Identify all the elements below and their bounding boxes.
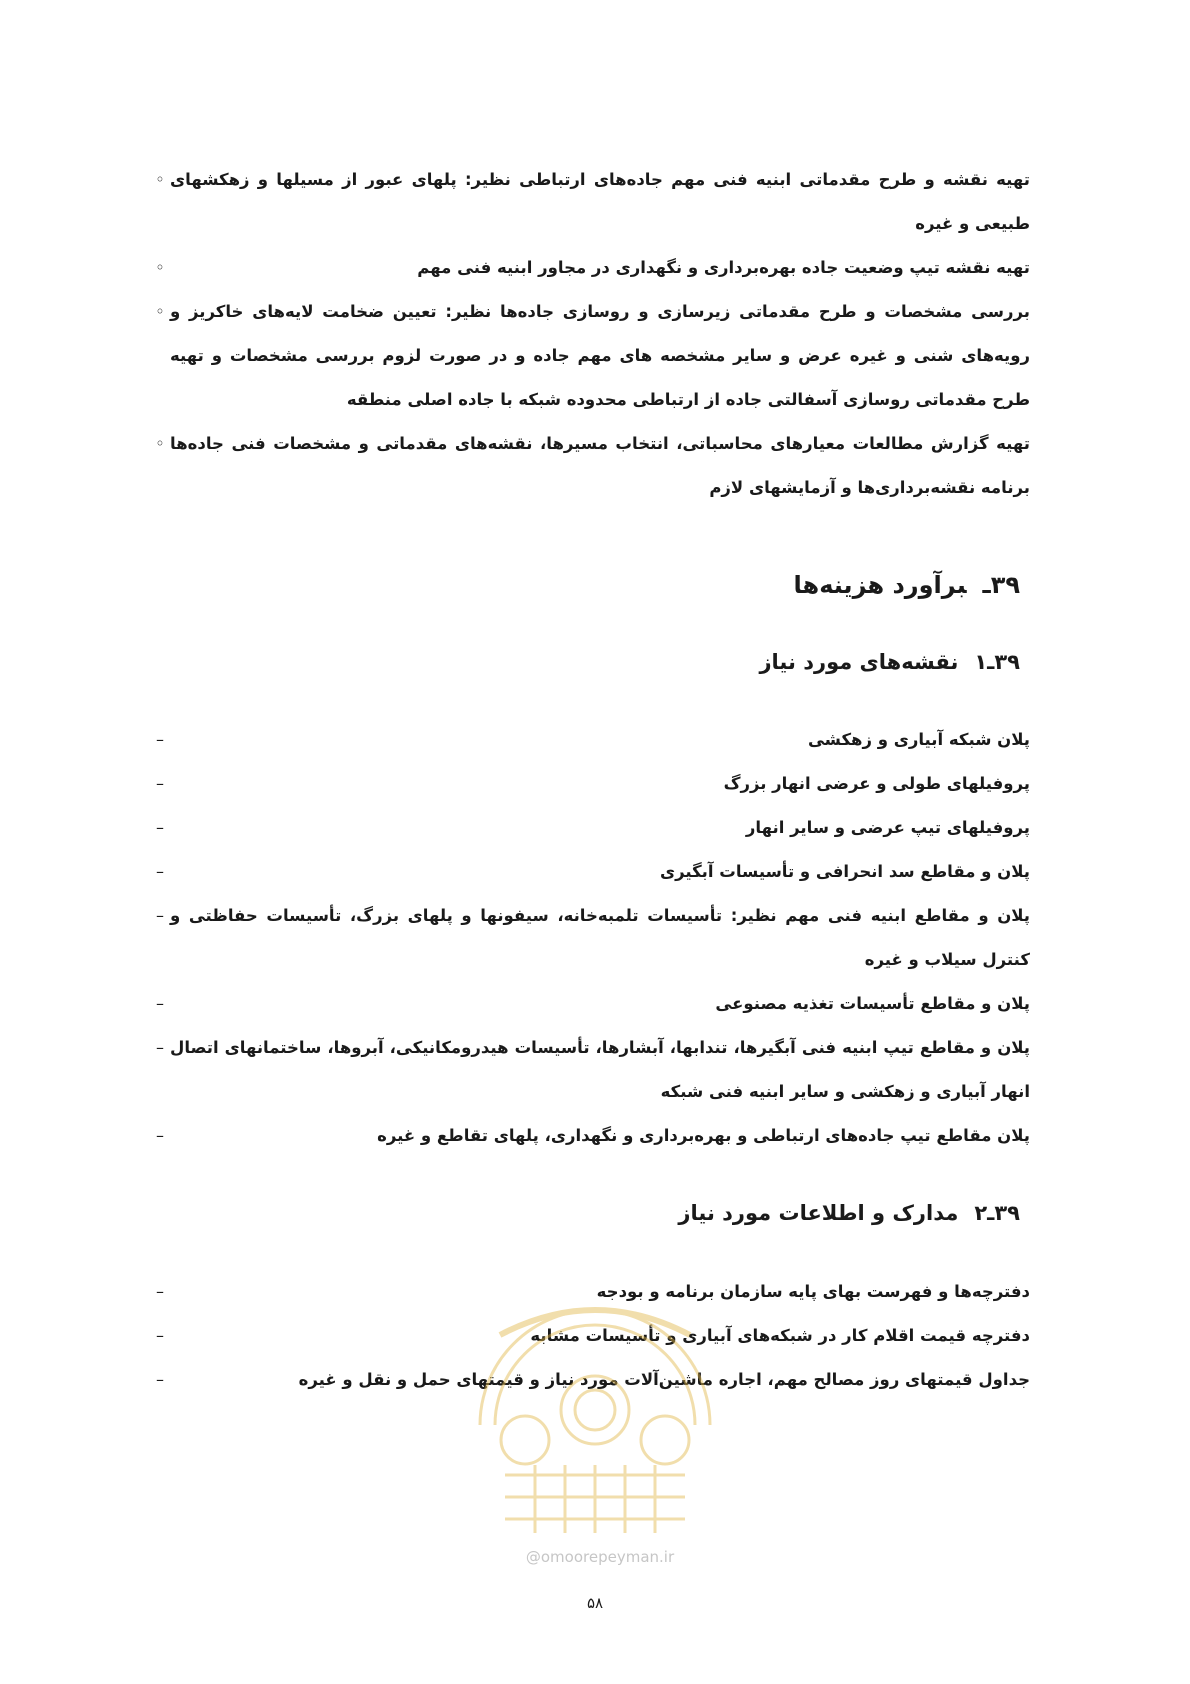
section-number: ۳۹ـ۱ bbox=[974, 650, 1020, 674]
list-item: پلان و مقاطع تیپ ابنیه فنی آبگیرها، تندابها، آبشارها، تأسیسات هیدرومکانیکی، آبروها، ساختمانهای اتصال انهار آبیاری و زهکشی و سایر ابنیه فنی شبکه bbox=[170, 1038, 1030, 1101]
watermark-gear-center bbox=[561, 1376, 629, 1444]
dash-marker: – bbox=[156, 906, 164, 925]
list-item: پلان و مقاطع تأسیسات تغذیه مصنوعی bbox=[715, 994, 1030, 1013]
section-heading-39 bbox=[794, 565, 1020, 605]
list-item: پلان مقاطع تیپ جاده‌های ارتباطی و بهره‌برداری و نگهداری، پلهای تقاطع و غیره bbox=[377, 1126, 1030, 1145]
list-item: تهیه گزارش مطالعات معیارهای محاسباتی، انتخاب مسیرها، نقشه‌های مقدماتی و مشخصات فنی جاده‌ها برنامه نقشه‌برداری‌ها و آزمایشهای لازم bbox=[170, 434, 1030, 497]
bullet-marker: ◦ bbox=[155, 258, 165, 277]
watermark-grid bbox=[505, 1465, 685, 1533]
list-item: پلان شبکه آبیاری و زهکشی bbox=[807, 730, 1030, 749]
dash-marker: – bbox=[156, 730, 164, 749]
bullet-marker: ◦ bbox=[155, 302, 165, 321]
list-item: پروفیلهای طولی و عرضی انهار بزرگ bbox=[723, 774, 1030, 793]
section-number: ۳۹ـ bbox=[982, 571, 1020, 599]
dash-marker: – bbox=[156, 862, 164, 881]
dash-marker: – bbox=[156, 1282, 164, 1301]
dash-marker: – bbox=[156, 774, 164, 793]
list-item: پلان و مقاطع سد انحرافی و تأسیسات آبگیری bbox=[659, 862, 1030, 881]
section-title: برآورد هزینه‌ها bbox=[793, 571, 967, 599]
watermark-url: @omoorepeyman.ir bbox=[525, 1548, 675, 1566]
list-item: پروفیلهای تیپ عرضی و سایر انهار bbox=[745, 818, 1030, 837]
dash-marker: – bbox=[156, 818, 164, 837]
list-item: تهیه نقشه تیپ وضعیت جاده بهره‌برداری و نگهداری در مجاور ابنیه فنی مهم bbox=[417, 258, 1030, 277]
list-item: جداول قیمتهای روز مصالح مهم، اجاره ماشین‌آلات مورد نیاز و قیمتهای حمل و نقل و غیره bbox=[298, 1370, 1030, 1389]
section-heading-39-1 bbox=[759, 642, 1020, 682]
section-title: نقشه‌های مورد نیاز bbox=[759, 650, 959, 674]
section-number: ۳۹ـ۲ bbox=[974, 1201, 1020, 1225]
dash-marker: – bbox=[156, 1370, 164, 1389]
watermark-gear-center-hub bbox=[575, 1390, 615, 1430]
dash-marker: – bbox=[156, 1326, 164, 1345]
list-item: تهیه نقشه و طرح مقدماتی ابنیه فنی مهم جاده‌های ارتباطی نظیر: پلهای عبور از مسیلها و زهکشهای طبیعی و غیره bbox=[170, 170, 1030, 233]
watermark-gear-left bbox=[501, 1416, 549, 1464]
watermark-gear-right bbox=[641, 1416, 689, 1464]
section-title: مدارک و اطلاعات مورد نیاز bbox=[678, 1201, 959, 1225]
watermark-logo bbox=[440, 1275, 750, 1575]
dash-marker: – bbox=[156, 1126, 164, 1145]
list-item: بررسی مشخصات و طرح مقدماتی زیرسازی و روسازی جاده‌ها نظیر: تعیین ضخامت لایه‌های خاکریز و رویه‌های شنی و غیره عرض و سایر مشخصه های مهم جاده و در صورت لزوم بررسی مشخصات و تهیه طرح مقدماتی روسازی آسفالتی جاده از ارتباطی محدوده شبکه با جاده اصلی منطقه bbox=[170, 302, 1030, 409]
dash-marker: – bbox=[156, 994, 164, 1013]
list-item: دفترچه قیمت اقلام کار در شبکه‌های آبیاری و تأسیسات مشابه bbox=[530, 1326, 1030, 1345]
dash-marker: – bbox=[156, 1038, 164, 1057]
page-number: ۵۸ bbox=[586, 1594, 604, 1612]
section-heading-39-2 bbox=[678, 1193, 1020, 1233]
bullet-marker: ◦ bbox=[155, 170, 165, 189]
list-item: دفترچه‌ها و فهرست بهای پایه سازمان برنامه و بودجه bbox=[596, 1282, 1030, 1301]
list-item: پلان و مقاطع ابنیه فنی مهم نظیر: تأسیسات تلمبه‌خانه، سیفونها و پلهای بزرگ، تأسیسات حفاظتی و کنترل سیلاب و غیره bbox=[170, 906, 1030, 969]
bullet-marker: ◦ bbox=[155, 434, 165, 453]
